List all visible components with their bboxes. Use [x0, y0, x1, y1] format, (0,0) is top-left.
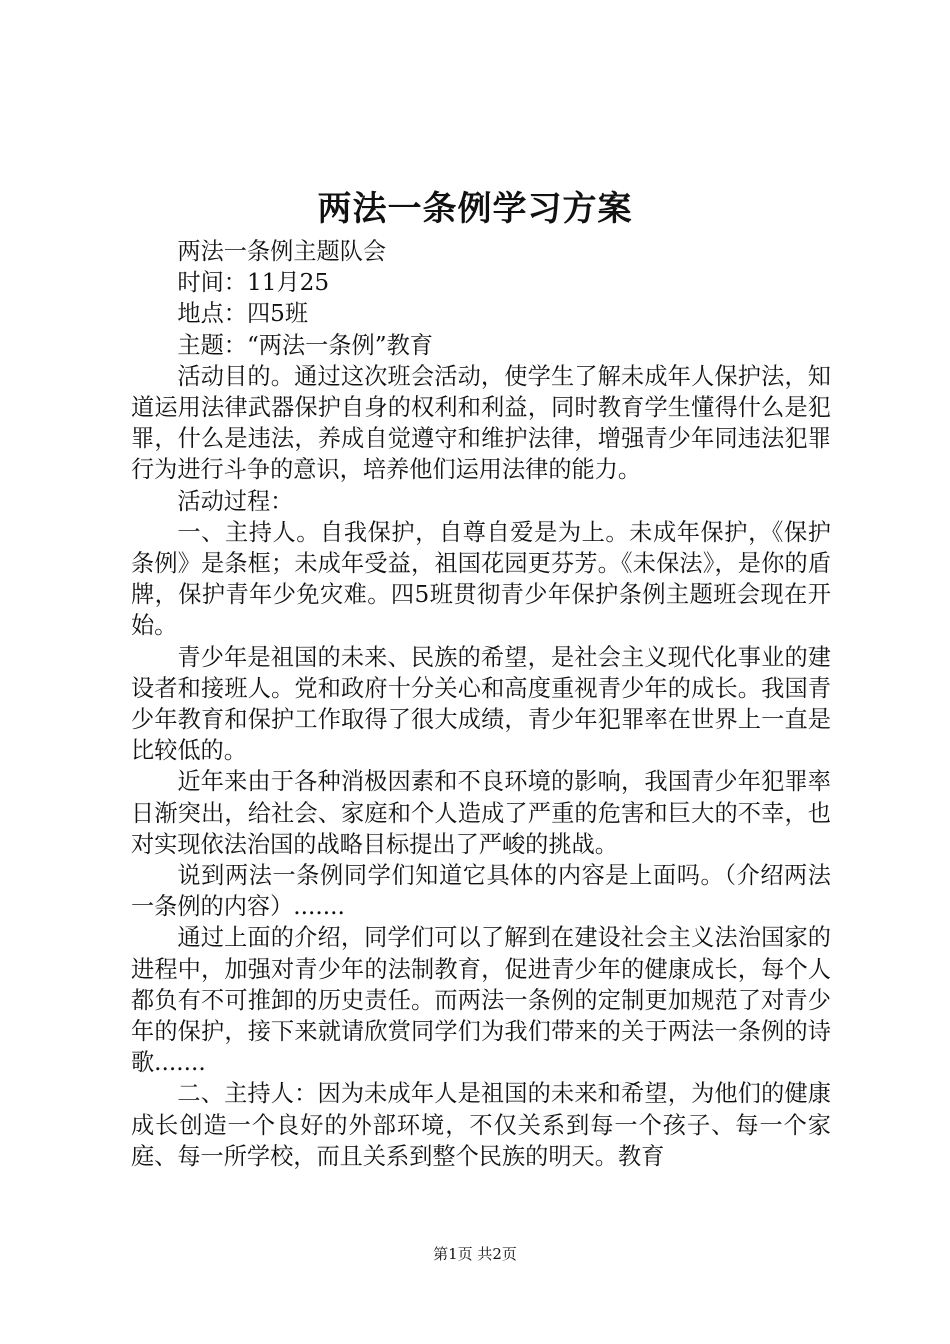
paragraph-location: 地点：四5班: [177, 300, 309, 328]
paragraph-purpose: 活动目的。通过这次班会活动，使学生了解未成年人保护法，知道运用法律武器保护自身的权利和利益，同时教育学生懂得什么是犯罪，什么是违法，养成自觉遵守和维护法律，增强青少年同违法犯罪行为进行斗争的意识，培养他们运用法律的能力。: [131, 362, 831, 484]
paragraph-process-heading: 活动过程：: [177, 487, 294, 515]
paragraph-time: 时间：11月25: [177, 269, 330, 297]
paragraph-theme: 主题：“两法一条例”教育: [177, 331, 433, 359]
document-body: [131, 236, 831, 1172]
paragraph-recent-years: 近年来由于各种消极因素和不良环境的影响，我国青少年犯罪率日渐突出，给社会、家庭和个人造成了严重的危害和巨大的不幸，也对实现依法治国的战略目标提出了严峻的挑战。: [131, 768, 831, 858]
paragraph-meeting-name: 两法一条例主题队会: [177, 238, 387, 265]
paragraph-youth-future: 青少年是祖国的未来、民族的希望，是社会主义现代化事业的建设者和接班人。党和政府十分关心和高度重视青少年的成长。我国青少年教育和保护工作取得了很大成绩，青少年犯罪率在世界上一直是比较低的。: [131, 643, 831, 765]
document-title: 两法一条例学习方案: [317, 189, 633, 229]
paragraph-law-content: 说到两法一条例同学们知道它具体的内容是上面吗。（介绍两法一条例的内容）.......: [131, 862, 831, 921]
paragraph-host-two: 二、主持人：因为未成年人是祖国的未来和希望，为他们的健康成长创造一个良好的外部环境，不仅关系到每一个孩子、每一个家庭、每一所学校，而且关系到整个民族的明天。教育: [131, 1080, 831, 1170]
page-number-footer: 第1页 共2页: [433, 1245, 517, 1263]
paragraph-host-one: 一、主持人。自我保护，自尊自爱是为上。未成年保护，《保护条例》是条框；未成年受益，祖国花园更芬芳。《未保法》，是你的盾牌，保护青年少免灾难。四5班贯彻青少年保护条例主题班会现在开始。: [131, 518, 831, 640]
paragraph-introduction-summary: 通过上面的介绍，同学们可以了解到在建设社会主义法治国家的进程中，加强对青少年的法制教育，促进青少年的健康成长，每个人都负有不可推卸的历史责任。而两法一条例的定制更加规范了对青少年的保护，接下来就请欣赏同学们为我们带来的关于两法一条例的诗歌.......: [131, 924, 831, 1077]
